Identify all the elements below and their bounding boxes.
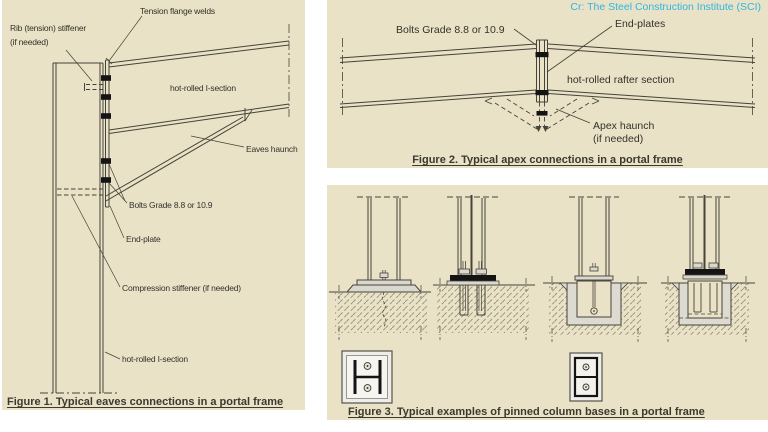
- figure2-caption: Figure 2. Typical apex connections in a portal frame: [412, 154, 683, 166]
- rafter-left: [340, 44, 536, 108]
- haunch-extent-arrows: [485, 98, 599, 104]
- figure1-panel: [2, 0, 305, 410]
- label-tension-flange-welds: Tension flange welds: [140, 6, 215, 16]
- label-compression-stiffener: Compression stiffener (if needed): [122, 283, 241, 293]
- column-base-4: [661, 195, 755, 342]
- figure2-panel: [327, 0, 768, 168]
- figure2-drawing: [327, 0, 768, 168]
- label-rafter-section: hot-rolled I-section: [170, 83, 236, 93]
- figure3-drawing: [327, 185, 768, 420]
- figure1-drawing: [2, 0, 305, 410]
- base-plate-plan-2: [570, 353, 602, 401]
- label-apex-haunch-2: (if needed): [593, 133, 644, 145]
- column-base-3: [543, 197, 647, 342]
- bolts: [536, 52, 549, 116]
- haunch-tip-arrows: [536, 126, 549, 132]
- label-rib-stiffener-2: (if needed): [10, 37, 49, 47]
- label-bolts: Bolts Grade 8.8 or 10.9: [129, 200, 213, 210]
- label-end-plate: End-plate: [126, 234, 161, 244]
- eaves-haunch: [106, 108, 252, 201]
- figure3-panel: [327, 185, 768, 420]
- base-plate-plan-1: [342, 351, 392, 403]
- credit-text: Cr: The Steel Construction Institute (SCI): [570, 1, 761, 13]
- label-end-plates: End-plates: [615, 18, 666, 30]
- end-plate: [106, 60, 110, 207]
- label-bolts: Bolts Grade 8.8 or 10.9: [396, 24, 505, 36]
- column-base-1: [329, 197, 431, 340]
- figure1-caption: Figure 1. Typical eaves connections in a portal frame: [7, 396, 284, 408]
- label-apex-haunch-1: Apex haunch: [593, 120, 655, 132]
- label-eaves-haunch: Eaves haunch: [246, 144, 298, 154]
- compression-stiffener-dashed: [57, 189, 103, 195]
- column-i-section: [53, 63, 103, 393]
- figure3-caption: Figure 3. Typical examples of pinned column bases in a portal frame: [348, 406, 705, 418]
- label-column-section: hot-rolled I-section: [122, 354, 188, 364]
- column-base-2: [433, 195, 535, 340]
- leader-lines: [66, 16, 244, 359]
- label-rafter-section: hot-rolled rafter section: [567, 74, 675, 86]
- label-rib-stiffener-1: Rib (tension) stiffener: [10, 23, 87, 33]
